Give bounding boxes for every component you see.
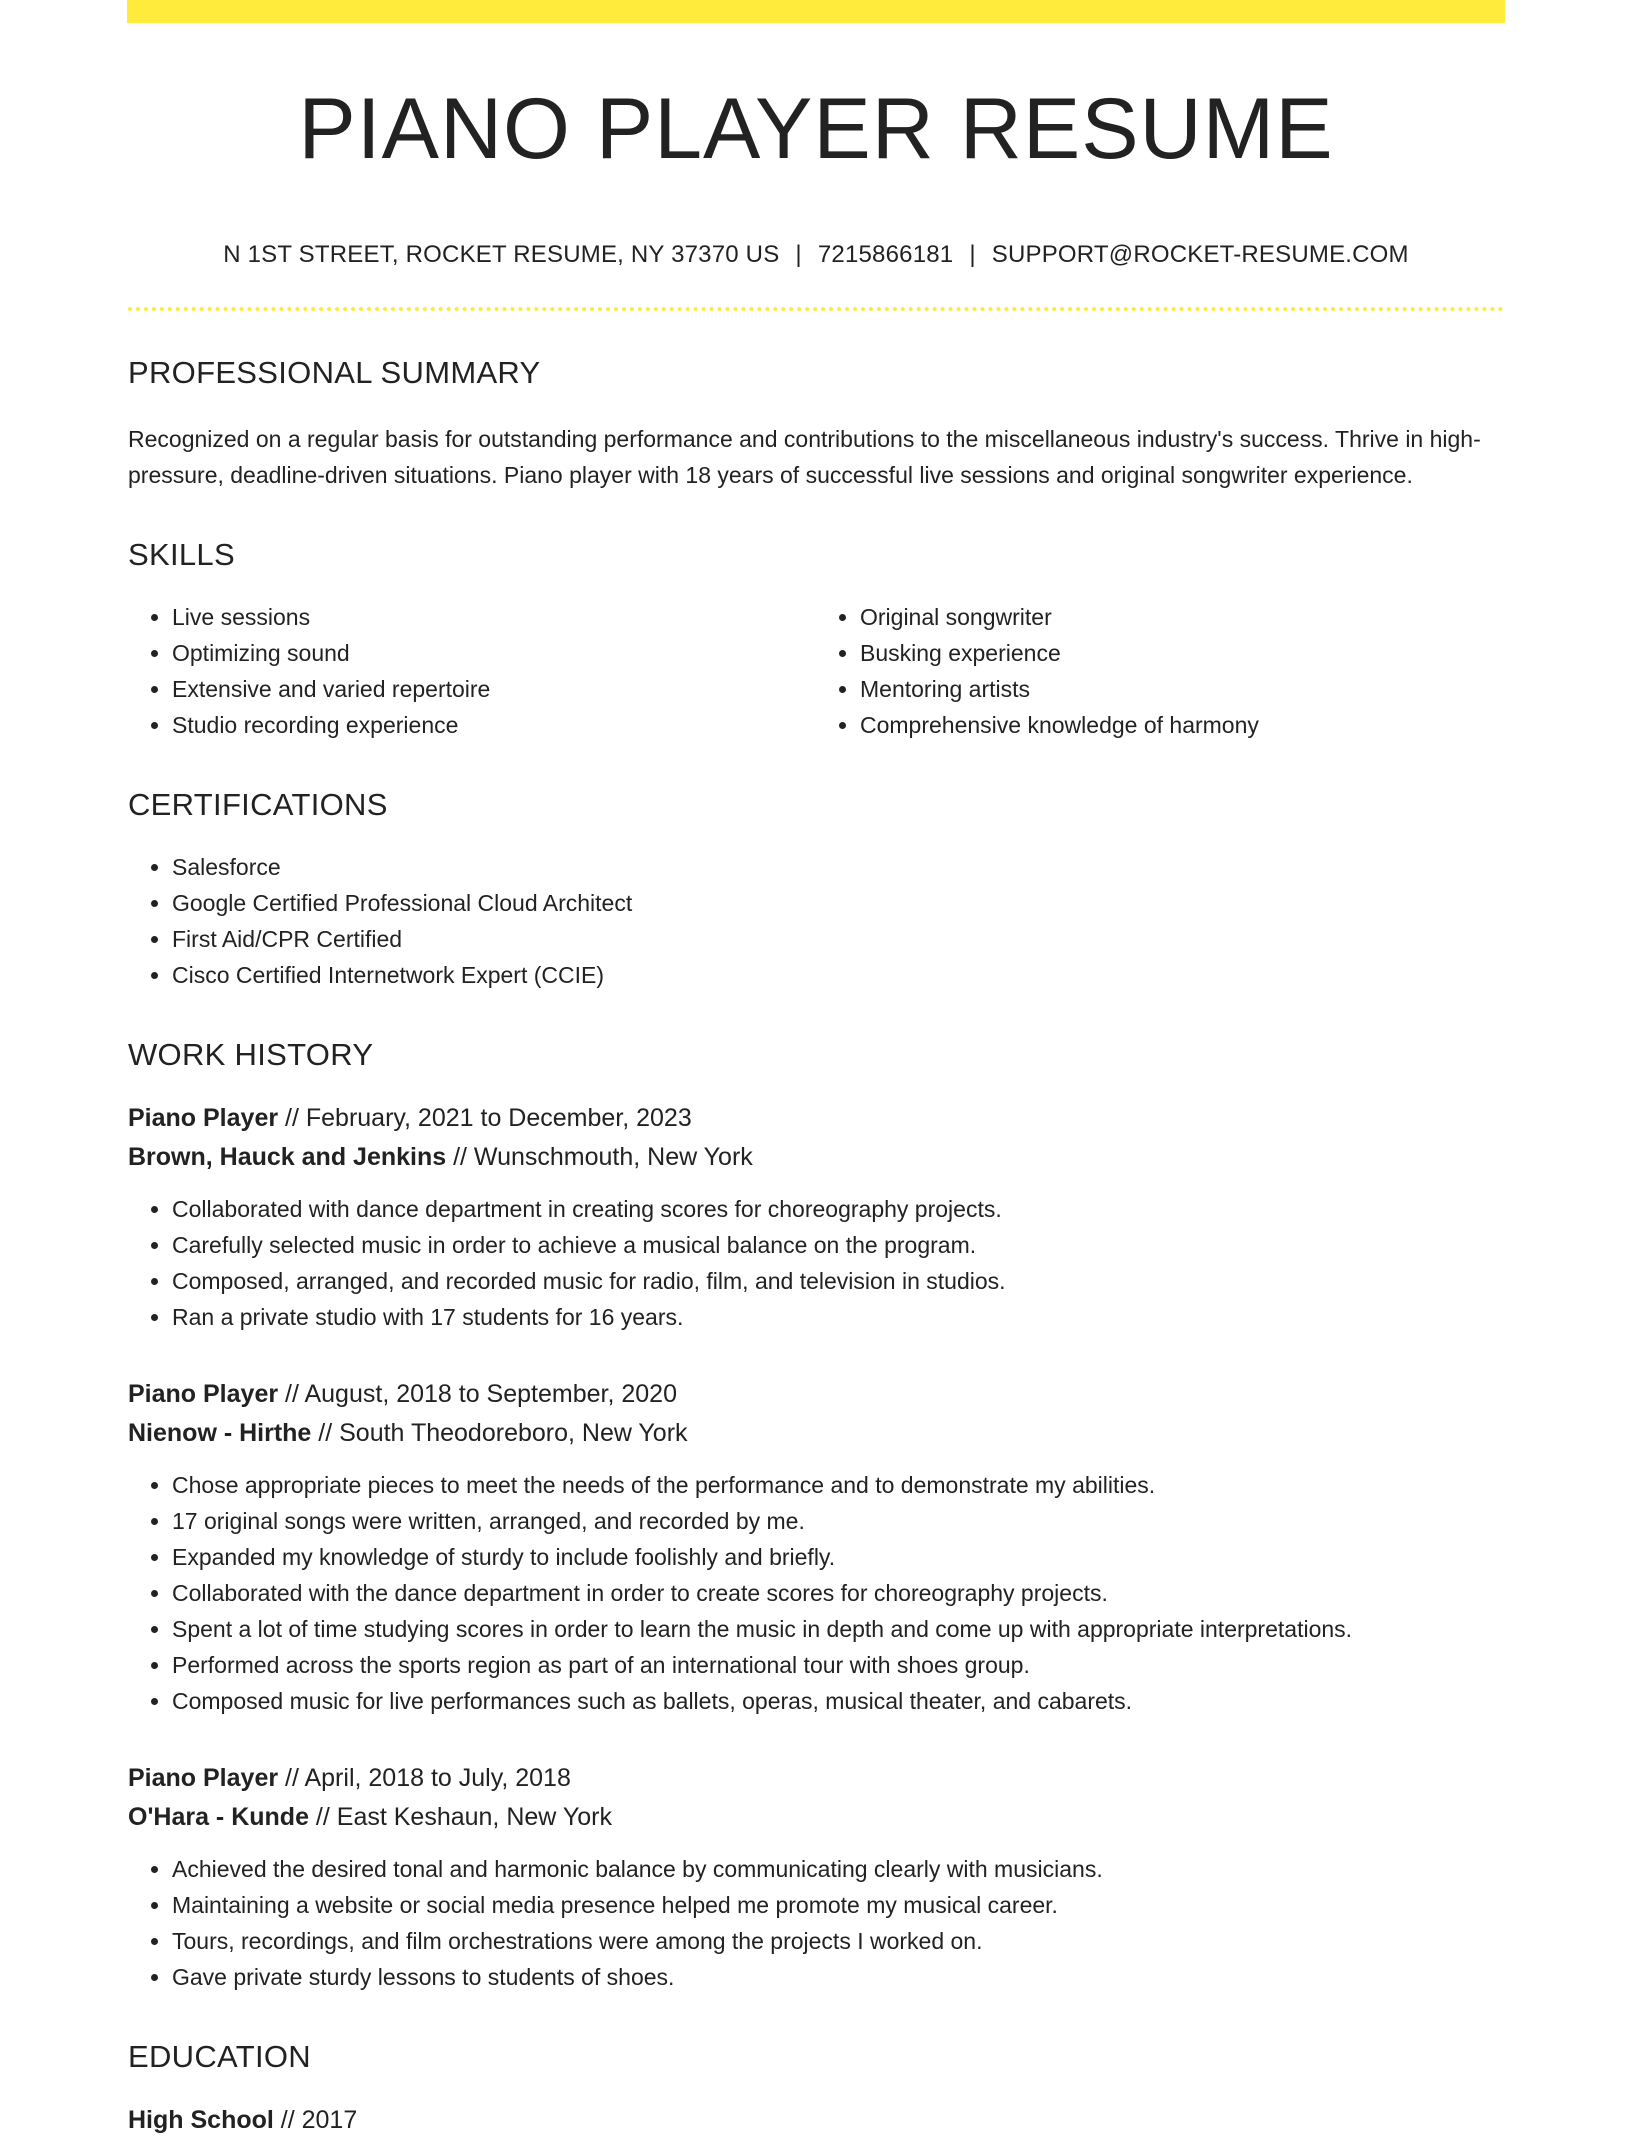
contact-line	[128, 241, 1504, 269]
education-section	[128, 2039, 1504, 2140]
job-company-line	[128, 1138, 1504, 1177]
job-bullet: • Gave private sturdy lessons to students of shoes.	[172, 1959, 1504, 1995]
contact-separator: |	[795, 241, 802, 269]
job-title: Piano Player	[128, 1104, 279, 1133]
job-location: // Wunschmouth, New York	[446, 1143, 753, 1172]
job-bullet: • Composed, arranged, and recorded music for radio, film, and television in studios.	[172, 1263, 1504, 1299]
skills-grid	[128, 599, 1504, 743]
job-company: Nienow - Hirthe	[128, 1419, 312, 1448]
job-bullet: • Maintaining a website or social media presence helped me promote my musical career.	[172, 1887, 1504, 1923]
contact-address: N 1ST STREET, ROCKET RESUME, NY 37370 US	[223, 241, 780, 269]
job-bullet: • Performed across the sports region as part of an international tour with shoes group.	[172, 1647, 1504, 1683]
skill-item: • Extensive and varied repertoire	[172, 671, 816, 707]
certifications-section	[128, 787, 1504, 993]
summary-text: Recognized on a regular basis for outstanding performance and contributions to the miscellaneous industry's success. Thrive in high-pressure, deadline-driven situations. Piano player with 18 years of successful live sessions and original songwriter experience.	[128, 426, 1481, 489]
job-bullet: • Expanded my knowledge of sturdy to include foolishly and briefly.	[172, 1539, 1504, 1575]
job-bullet: • Achieved the desired tonal and harmonic balance by communicating clearly with musicians.	[172, 1851, 1504, 1887]
resume-content	[128, 60, 1504, 2140]
work-history-heading: WORK HISTORY	[128, 1037, 374, 1073]
job-bullet: • Composed music for live performances such as ballets, operas, musical theater, and cabarets.	[172, 1683, 1504, 1719]
work-history-section	[128, 1037, 1504, 1995]
job-bullets	[128, 1191, 1504, 1335]
education-entry	[128, 2101, 1504, 2140]
job-title-line	[128, 1099, 1504, 1138]
skill-item: • Live sessions	[172, 599, 816, 635]
job-bullet: • Tours, recordings, and film orchestrations were among the projects I worked on.	[172, 1923, 1504, 1959]
contact-phone: 7215866181	[817, 241, 954, 269]
job-bullet: • Ran a private studio with 17 students for 16 years.	[172, 1299, 1504, 1335]
certification-item: • Cisco Certified Internetwork Expert (CCIE)	[172, 957, 1504, 993]
certification-item: • First Aid/CPR Certified	[172, 921, 1504, 957]
job-entry	[128, 1099, 1504, 1335]
skill-item: • Busking experience	[860, 635, 1504, 671]
job-title-line	[128, 1375, 1504, 1414]
job-bullets	[128, 1851, 1504, 1995]
education-year: // 2017	[273, 2106, 358, 2135]
certification-item: • Salesforce	[172, 849, 1504, 885]
job-bullets	[128, 1467, 1504, 1719]
top-accent-bar	[127, 0, 1505, 23]
resume-title: PIANO PLAYER RESUME	[298, 81, 1334, 177]
job-company-line	[128, 1798, 1504, 1837]
job-title: Piano Player	[128, 1380, 279, 1409]
dotted-divider	[128, 307, 1504, 311]
skill-item: • Mentoring artists	[860, 671, 1504, 707]
contact-separator: |	[969, 241, 976, 269]
job-bullet: • 17 original songs were written, arranged, and recorded by me.	[172, 1503, 1504, 1539]
job-company: O'Hara - Kunde	[128, 1803, 309, 1832]
contact-email: SUPPORT@ROCKET-RESUME.COM	[991, 241, 1409, 269]
certifications-heading: CERTIFICATIONS	[128, 787, 388, 823]
job-entry	[128, 1375, 1504, 1719]
certifications-list	[128, 849, 1504, 993]
job-company-line	[128, 1414, 1504, 1453]
job-title-line	[128, 1759, 1504, 1798]
certification-item: • Google Certified Professional Cloud Architect	[172, 885, 1504, 921]
professional-summary-section	[128, 355, 1504, 493]
skills-list-left	[128, 599, 816, 743]
job-bullet: • Chose appropriate pieces to meet the needs of the performance and to demonstrate my abilities.	[172, 1467, 1504, 1503]
job-location: // South Theodoreboro, New York	[311, 1419, 688, 1448]
job-dates: // August, 2018 to September, 2020	[278, 1380, 677, 1409]
skills-section	[128, 537, 1504, 743]
education-heading: EDUCATION	[128, 2039, 311, 2075]
skills-heading: SKILLS	[128, 537, 235, 573]
job-entry	[128, 1759, 1504, 1995]
education-degree: High School	[128, 2106, 274, 2135]
job-bullet: • Collaborated with dance department in creating scores for choreography projects.	[172, 1191, 1504, 1227]
skill-item: • Original songwriter	[860, 599, 1504, 635]
job-title: Piano Player	[128, 1764, 279, 1793]
job-bullet: • Collaborated with the dance department in order to create scores for choreography projects.	[172, 1575, 1504, 1611]
skills-list-right	[816, 599, 1504, 743]
job-dates: // February, 2021 to December, 2023	[278, 1104, 692, 1133]
job-bullet: • Carefully selected music in order to achieve a musical balance on the program.	[172, 1227, 1504, 1263]
summary-heading: PROFESSIONAL SUMMARY	[128, 355, 541, 391]
skill-item: • Comprehensive knowledge of harmony	[860, 707, 1504, 743]
skill-item: • Studio recording experience	[172, 707, 816, 743]
job-company: Brown, Hauck and Jenkins	[128, 1143, 447, 1172]
skill-item: • Optimizing sound	[172, 635, 816, 671]
job-dates: // April, 2018 to July, 2018	[278, 1764, 571, 1793]
job-bullet: • Spent a lot of time studying scores in order to learn the music in depth and come up with appropriate interpretations.	[172, 1611, 1504, 1647]
job-location: // East Keshaun, New York	[308, 1803, 612, 1832]
